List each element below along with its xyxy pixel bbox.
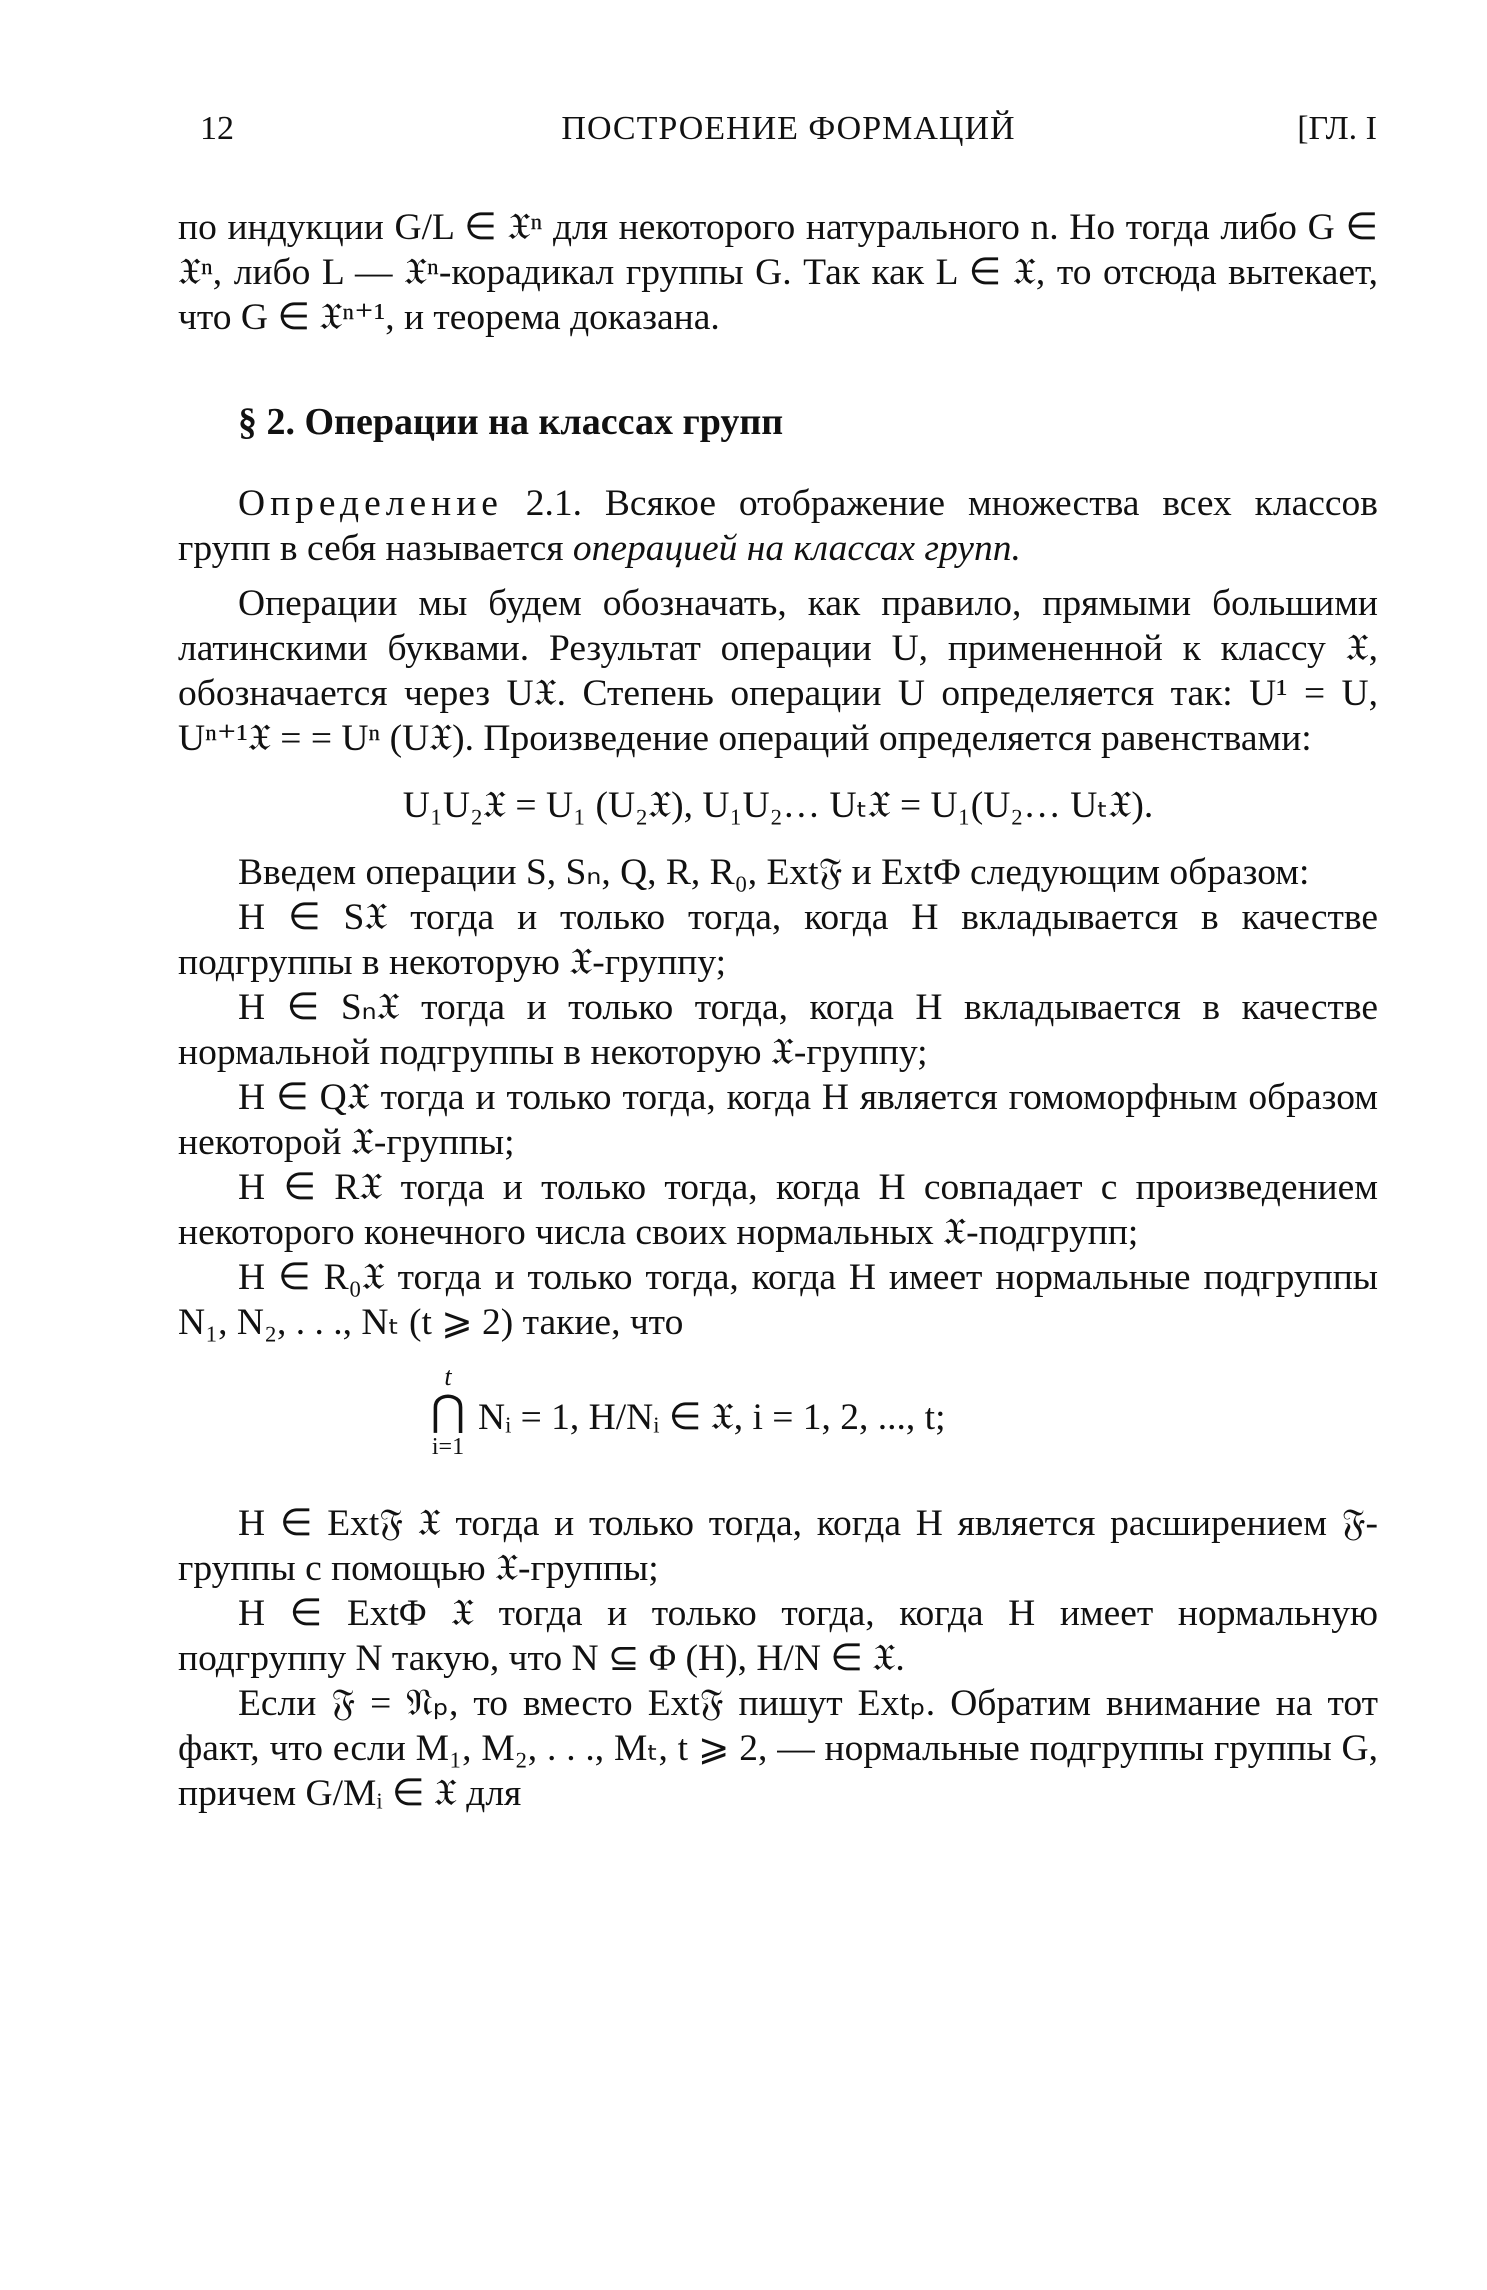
intersection-lower: i=1 xyxy=(431,1434,465,1460)
chapter-label: [ГЛ. I xyxy=(1297,110,1377,147)
definition-term: Определение xyxy=(238,483,503,524)
intersection-expression: Nᵢ = 1, H/Nᵢ ∈ 𝔛, i = 1, 2, ..., t; xyxy=(478,1397,946,1438)
paragraph-operations: Операции мы будем обозначать, как правило, прямыми большими латинскими буквами. Результат операции U, примененной к классу 𝔛, обозначается через U𝔛. Степень операции U определяется так: U¹ = U, Uⁿ⁺¹𝔛 = = Uⁿ (U𝔛). Произведение операций определяется равенствами: xyxy=(178,583,1378,759)
def-ext-phi: H ∈ ExtΦ 𝔛 тогда и только тогда, когда H имеет нормальную подгруппу N такую, что N ⊆ Φ (H), H/N ∈ 𝔛. xyxy=(178,1593,1378,1679)
def-r: H ∈ R𝔛 тогда и только тогда, когда H совпадает с произведением некоторого конечного числа своих нормальных 𝔛-подгрупп; xyxy=(178,1167,1378,1253)
def-sn: H ∈ Sₙ𝔛 тогда и только тогда, когда H вкладывается в качестве нормальной подгруппы в некоторую 𝔛-группу; xyxy=(178,987,1378,1073)
formula-product: U₁U₂𝔛 = U₁ (U₂𝔛), U₁U₂… Uₜ𝔛 = U₁(U₂… Uₜ𝔛). xyxy=(402,785,1154,826)
paragraph-intro: по индукции G/L ∈ 𝔛ⁿ для некоторого натурального n. Но тогда либо G ∈ 𝔛ⁿ, либо L — 𝔛ⁿ-корадикал группы G. Так как L ∈ 𝔛, то отсюда вытекает, что G ∈ 𝔛ⁿ⁺¹, и теорема доказана. xyxy=(178,207,1378,338)
definition-number: 2.1. xyxy=(525,483,583,524)
running-header xyxy=(200,110,1377,160)
def-ext-f: H ∈ Ext𝔉 𝔛 тогда и только тогда, когда H является расширением 𝔉-группы с помощью 𝔛-группы; xyxy=(178,1503,1378,1589)
definition-italic: операцией на классах групп. xyxy=(572,528,1021,569)
intersection-symbol xyxy=(418,1363,478,1461)
definition-paragraph xyxy=(178,481,1378,571)
intersection-upper: t xyxy=(444,1362,452,1391)
running-title: ПОСТРОЕНИЕ ФОРМАЦИЙ xyxy=(561,110,1016,147)
intersection-sign: ⋂ xyxy=(430,1389,466,1435)
def-q: H ∈ Q𝔛 тогда и только тогда, когда H является гомоморфным образом некоторой 𝔛-группы; xyxy=(178,1077,1378,1163)
paragraph-introduce: Введем операции S, Sₙ, Q, R, R₀, Ext𝔉 и ExtΦ следующим образом: xyxy=(238,852,1310,893)
intersection-formula xyxy=(178,1363,1378,1483)
def-s: H ∈ S𝔛 тогда и только тогда, когда H вкладывается в качестве подгруппы в некоторую 𝔛-группу; xyxy=(178,897,1378,983)
paragraph-last: Если 𝔉 = 𝔑ₚ, то вместо Ext𝔉 пишут Extₚ. Обратим внимание на тот факт, что если M₁, M₂, . . ., Mₜ, t ⩾ 2, — нормальные подгруппы группы G, причем G/Mᵢ ∈ 𝔛 для xyxy=(178,1683,1378,1814)
def-r0: H ∈ R₀𝔛 тогда и только тогда, когда H имеет нормальные подгруппы N₁, N₂, . . ., Nₜ (t ⩾ 2) такие, что xyxy=(178,1257,1378,1343)
page-body xyxy=(178,205,1378,1816)
section-title: § 2. Операции на классах групп xyxy=(238,401,784,443)
definition-text: Всякое отображение множества всех классов групп в себя называется xyxy=(178,483,1379,569)
page-number: 12 xyxy=(200,110,234,147)
